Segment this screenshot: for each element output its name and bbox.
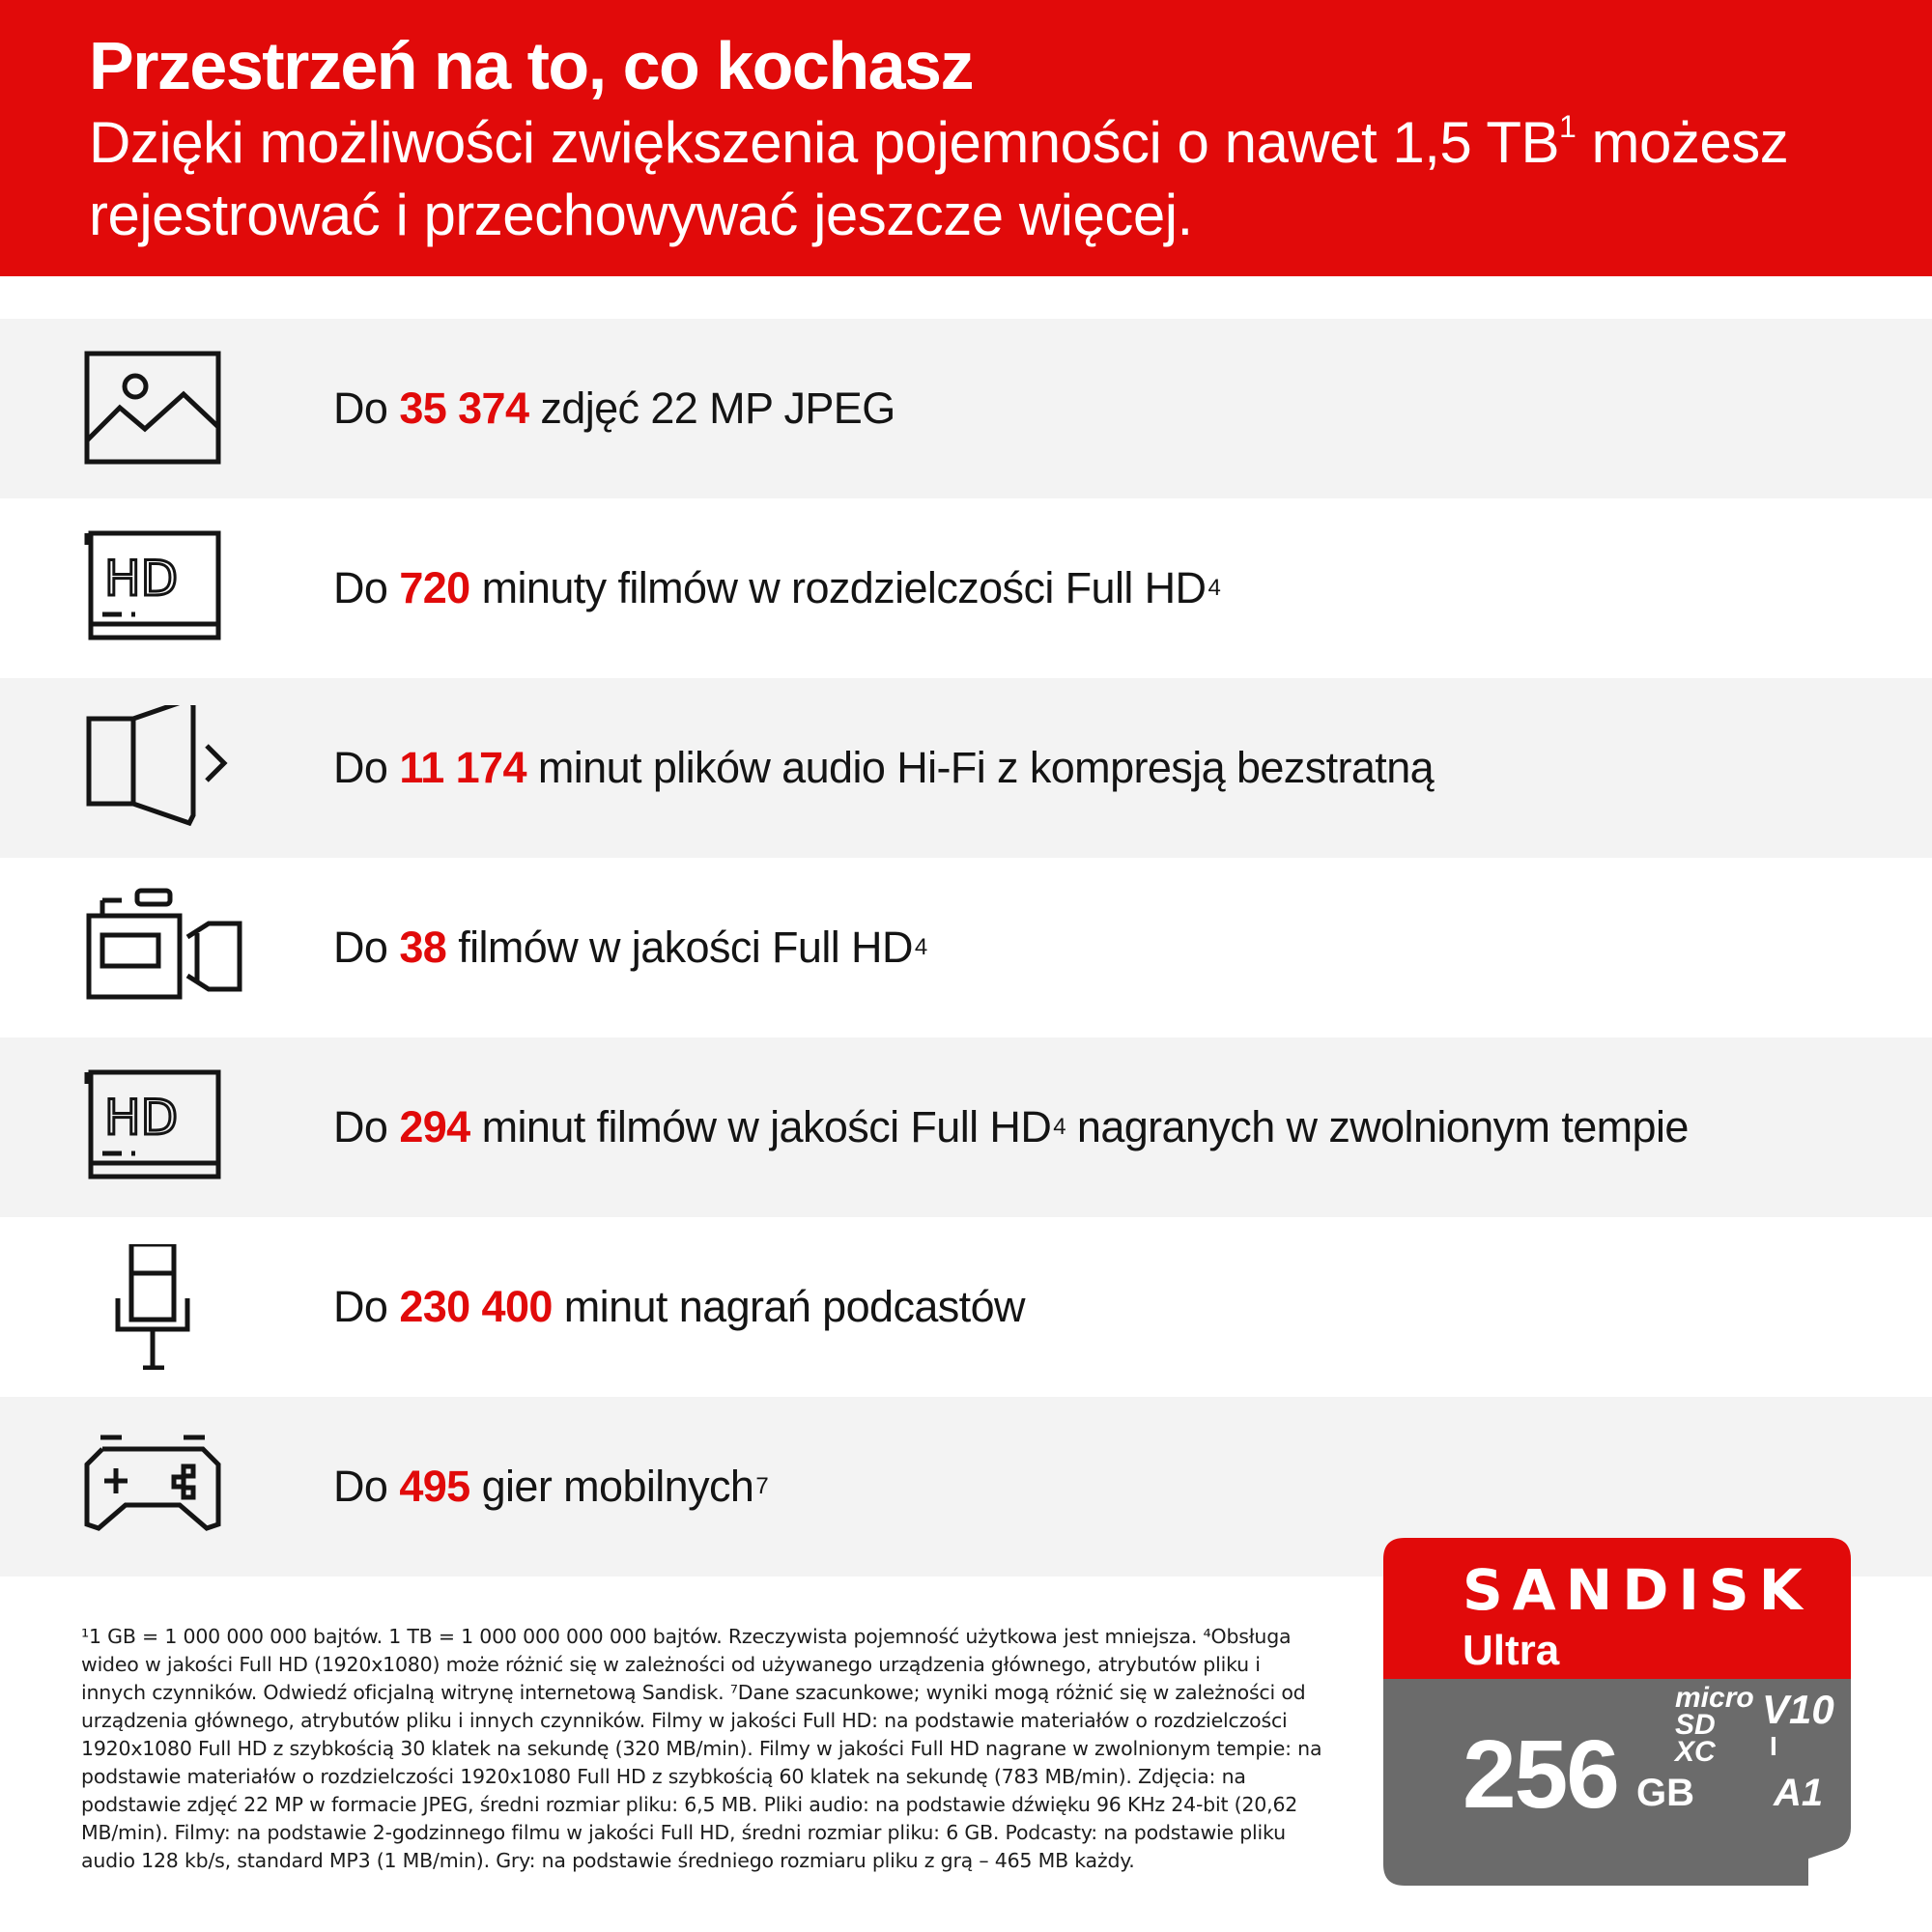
feature-row-audio (0, 678, 1932, 858)
microsdxc-logo (1675, 1682, 1754, 1768)
feature-suffix: minut filmów w jakości Full HD (481, 1102, 1052, 1151)
subtitle-footnote-mark: 1 (1559, 109, 1577, 144)
feature-suffix: filmów w jakości Full HD (458, 923, 913, 972)
feature-row-photos (0, 319, 1932, 498)
feature-list (0, 319, 1932, 1577)
feature-suffix-end: nagranych w zwolnionym tempie (1065, 1102, 1689, 1151)
feature-prefix: Do (333, 1282, 388, 1331)
feature-suffix: gier mobilnych (481, 1462, 754, 1511)
video-camera-icon (83, 885, 247, 1010)
feature-value: 294 (399, 1102, 470, 1151)
feature-value: 11 174 (399, 743, 526, 792)
feature-row-fullhd-video (0, 498, 1932, 678)
feature-value: 38 (399, 923, 447, 972)
feature-text: Do 294 minut filmów w jakości Full HD 4 nagranych w zwolnionym tempie (333, 1102, 1689, 1151)
uhs-class-badge: I (1770, 1731, 1777, 1761)
feature-suffix: minut plików audio Hi-Fi z kompresją bezstratną (537, 743, 1435, 792)
feature-text: Do 38 filmów w jakości Full HD 4 (333, 923, 927, 972)
feature-row-movies (0, 858, 1932, 1037)
header-banner (0, 0, 1932, 276)
feature-suffix: zdjęć 22 MP JPEG (540, 384, 895, 433)
feature-text (333, 678, 1918, 858)
format-xc: XC (1675, 1736, 1716, 1768)
format-micro: micro (1675, 1682, 1754, 1714)
feature-suffix: minut nagrań podcastów (563, 1282, 1025, 1331)
gamepad-icon (83, 1424, 247, 1549)
format-sd: SD (1675, 1709, 1716, 1741)
hd-video-icon (83, 526, 247, 651)
card-capacity: 256 (1463, 1720, 1618, 1829)
footnote-text: ¹1 GB = 1 000 000 000 bajtów. 1 TB = 1 000 000 000 000 bajtów. Rzeczywista pojemność użytkowa jest mniejsza. ⁴Obsługa wideo w jakości Full HD (1920x1080) może różnić się w zależności od używanego urządzenia głównego, atrybutów pliku i innych czynników. Odwiedź oficjalną witrynę internetową Sandisk. ⁷Dane szacunkowe; wyniki mogą różnić się w zależności od urządzenia głównego, atrybutów pliku i innych czynników. Filmy w jakości Full HD: na podstawie materiałów o rozdzielczości 1920x1080 Full HD z szybkością 30 klatek na sekundę (320 MB/min). Filmy w jakości Full HD nagrane w zwolnionym tempie: na podstawie materiałów o rozdzielczości 1920x1080 Full HD z szybkością 60 klatek na sekundę (783 MB/min). Zdjęcia: na podstawie zdjęć 22 MP w formacie JPEG, średni rozmiar pliku: 6,5 MB. Pliki audio: na podstawie dźwięku 96 KHz 24-bit (20,62 MB/min). Filmy: na podstawie 2-godzinnego filmu w jakości Full HD, średni rozmiar pliku: 6 GB. Podcasty: na podstawie pliku audio 128 kb/s, standard MP3 (1 MB/min). Gry: na podstawie średniego rozmiaru pliku z grą – 465 MB każdy. (81, 1625, 1322, 1872)
feature-prefix: Do (333, 923, 388, 972)
speed-class-badge: V10 (1762, 1687, 1834, 1732)
feature-prefix: Do (333, 563, 388, 612)
svg-text:HD: HD (104, 1090, 179, 1146)
feature-text: Do 495 gier mobilnych 7 (333, 1462, 769, 1511)
feature-row-podcasts (0, 1217, 1932, 1397)
svg-text:HD: HD (104, 551, 179, 607)
brand-logo: SANDISK (1463, 1557, 1812, 1623)
feature-text (333, 319, 1918, 498)
feature-text: Do 720 minuty filmów w rozdzielczości Full HD 4 (333, 563, 1221, 612)
feature-value: 35 374 (399, 384, 529, 433)
speaker-icon (83, 705, 247, 831)
feature-value: 230 400 (399, 1282, 553, 1331)
feature-prefix: Do (333, 743, 388, 792)
feature-prefix: Do (333, 384, 388, 433)
microsd-card-image (1383, 1538, 1851, 1886)
hd-slowmo-icon (83, 1065, 247, 1190)
feature-text (333, 1217, 1918, 1397)
feature-value: 495 (399, 1462, 470, 1511)
page-title: Przestrzeń na to, co kochasz (89, 28, 973, 103)
app-class-badge: A1 (1774, 1772, 1824, 1814)
card-capacity-unit: GB (1636, 1772, 1694, 1814)
feature-value: 720 (399, 563, 470, 612)
feature-row-slowmo (0, 1037, 1932, 1217)
feature-suffix: minuty filmów w rozdzielczości Full HD (481, 563, 1207, 612)
subtitle-text: Dzięki możliwości zwiększenia pojemności o nawet 1,5 TB (89, 110, 1560, 175)
subtitle-text-end: możesz rejestrować i przechowywać jeszcze więcej. (89, 110, 1789, 247)
footnote (81, 1623, 1327, 1875)
microphone-icon (83, 1244, 247, 1370)
page-subtitle (89, 106, 1905, 251)
feature-prefix: Do (333, 1462, 388, 1511)
image-icon (83, 346, 247, 471)
product-line: Ultra (1463, 1627, 1560, 1674)
feature-prefix: Do (333, 1102, 388, 1151)
